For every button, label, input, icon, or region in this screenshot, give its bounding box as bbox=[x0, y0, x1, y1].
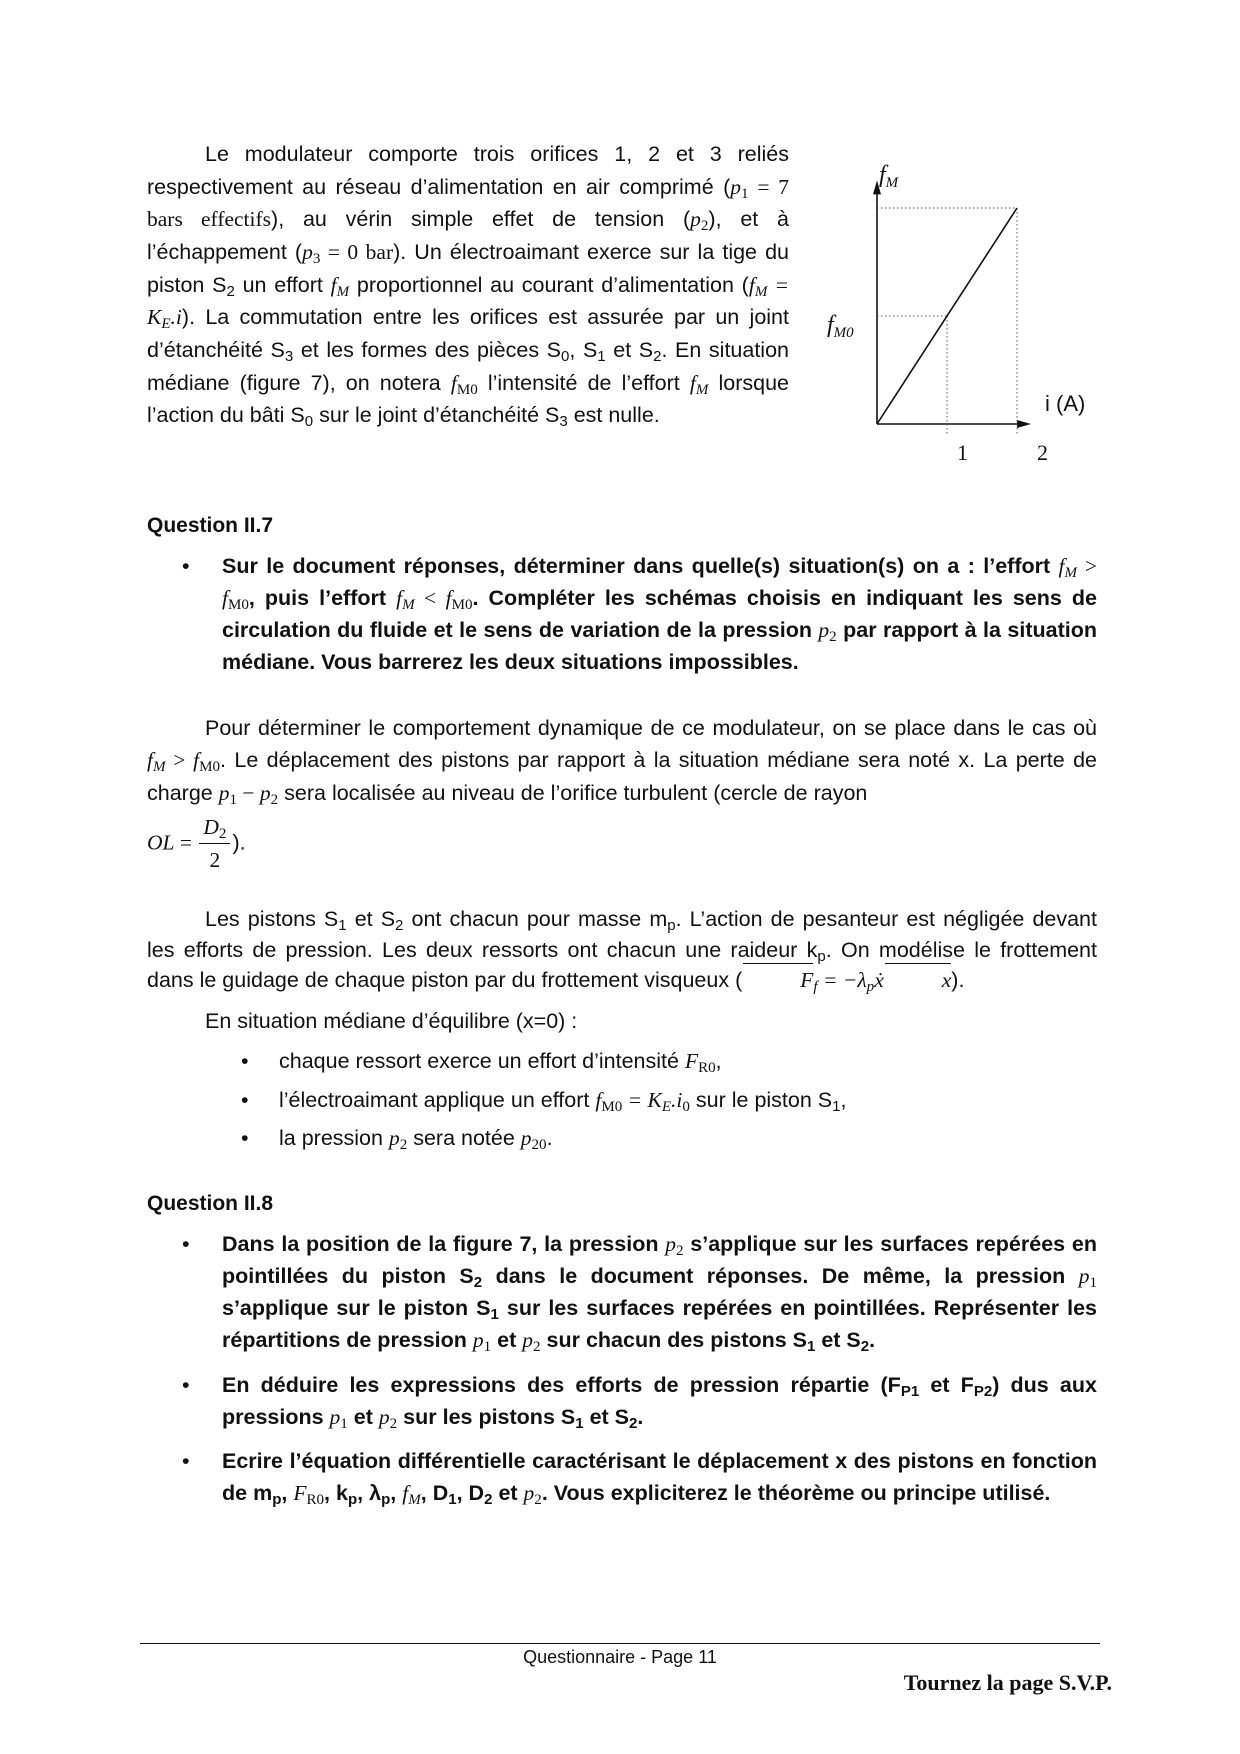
question-ii8-item-2: • En déduire les expressions des efforts de pression répartie ($F_{P1}$ et $F_{P2}$) dus aux pressions $p_1$ et $p_2$ sur les pistons $S_1$ et $S_2$. bbox=[147, 1369, 1097, 1434]
unit-vector-x: x bbox=[884, 965, 952, 996]
x-axis-arrowhead bbox=[1017, 420, 1031, 428]
fm0-tick-label: $f_{M0}$ bbox=[827, 312, 854, 341]
question-ii7-list bbox=[147, 550, 1097, 679]
question-ii8-list bbox=[147, 1228, 1097, 1510]
footer-divider bbox=[140, 1643, 1100, 1644]
bullet: • bbox=[182, 1449, 190, 1473]
bullet: • bbox=[182, 553, 190, 578]
question-ii8 bbox=[147, 1188, 1097, 1522]
footer-turn-page: Tournez la page S.V.P. bbox=[903, 1670, 1112, 1695]
y-axis-label: $f_M$ bbox=[879, 162, 899, 191]
question-ii7-title: Question II.7 bbox=[147, 514, 274, 537]
question-ii8-title: Question II.8 bbox=[147, 1192, 274, 1215]
fm-vs-current-chart bbox=[815, 150, 1115, 480]
question-ii8-item-3: • Ecrire l’équation différentielle caractérisant le déplacement x des pistons en fonction de $m_p$, $F_{R0}$, $k_p$, $\lambda_p$, $f_M$, $D_1$, $D_2$ et $p_2$. Vous expliciterez le théorème ou principe utilisé. bbox=[147, 1445, 1097, 1510]
force-vector: F bbox=[742, 965, 813, 996]
pistons-paragraph: Les pistons $S_1$ et $S_2$ ont chacun pour masse $m_p$. L’action de pesanteur est négligée devant les efforts de pression. Les deux ressorts ont chacun une raideur $k_p$. On modélise le frottement dans le guidage de chaque piston par du frottement visqueux ( $F_f$ = $-\lambda_pẋ$ x). bbox=[147, 907, 1097, 995]
intro-paragraph: Le modulateur comporte trois orifices 1, 2 et 3 reliés respectivement au réseau d’alimentation en air comprimé ($p_1 = 7$ bars effectifs), au vérin simple effet de tension $(p_2)$, et à l’échappement ($p_3 = 0$ bar). Un électroaimant exerce sur la tige du piston $S_2$ un effort $f_M$ proportionnel au courant d’alimentation $(f_M = K_E.i)$. La commutation entre les orifices est assurée par un joint d’étanchéité $S_3$ et les formes des pièces $S_0$, $S_1$ et $S_2$. En situation médiane (figure 7), on notera $f_{M0}$ l’intensité de l’effort $f_M$ lorsque l’action du bâti $S_0$ sur le joint d’étanchéité $S_3$ est nulle. bbox=[147, 142, 790, 431]
footer-page-number: Questionnaire - Page 11 bbox=[523, 1647, 717, 1667]
equilibrium-section bbox=[147, 1005, 1097, 1160]
equilibrium-item-pressure: • la pression $p_2$ sera notée $p_{20}$. bbox=[147, 1122, 1097, 1154]
bullet: • bbox=[241, 1049, 249, 1074]
x-tick-label-2: 2 bbox=[1037, 440, 1048, 465]
x-axis-label: i (A) bbox=[1045, 391, 1086, 416]
fraction-d2-over-2: $\frac{D_2}{2}$ bbox=[199, 811, 230, 877]
question-ii8-item-1: • Dans la position de la figure 7, la pression $p_2$ s’applique sur les surfaces repérées en pointillées du piston $S_2$ dans le document réponses. De même, la pression $p_1$ s’applique sur le piston $S_1$ sur les surfaces repérées en pointillées. Représenter les répartitions de pression $p_1$ et $p_2$ sur chacun des pistons $S_1$ et $S_2$. bbox=[147, 1228, 1097, 1357]
bullet: • bbox=[182, 1231, 190, 1256]
equilibrium-intro: En situation médiane d’équilibre (x=0) : bbox=[205, 1009, 578, 1033]
question-ii7 bbox=[147, 510, 1097, 691]
equilibrium-item-spring: • chaque ressort exerce un effort d’intensité $F_{R0}$, bbox=[147, 1045, 1097, 1077]
bullet: • bbox=[241, 1087, 249, 1112]
bullet: • bbox=[182, 1372, 190, 1397]
equilibrium-item-electromagnet: • l’électroaimant applique un effort $f_{M0} = K_E.i_0$ sur le piston $S_1$, bbox=[147, 1084, 1097, 1116]
dynamic-behaviour-paragraph: Pour déterminer le comportement dynamique de ce modulateur, on se place dans le cas où $f_M > f_{M0}$. Le déplacement des pistons par rapport à la situation médiane sera noté x. La perte de charge $p_1 - p_2$ sera localisée au niveau de l’orifice turbulent (cercle de rayon OL = $\frac{D_2}{2}$ ). bbox=[147, 712, 1097, 876]
question-ii7-item: • Sur le document réponses, déterminer dans quelle(s) situation(s) on a : l’effort $f_M > f_{M0}$, puis l’effort $f_M < f_{M0}$. Compléter les schémas choisis en indiquant les sens de circulation du fluide et le sens de variation de la pression $p_2$ par rapport à la situation médiane. Vous barrerez les deux situations impossibles. bbox=[147, 550, 1097, 679]
equilibrium-list bbox=[147, 1045, 1097, 1154]
bullet: • bbox=[241, 1125, 249, 1150]
x-tick-label-1: 1 bbox=[957, 440, 968, 465]
